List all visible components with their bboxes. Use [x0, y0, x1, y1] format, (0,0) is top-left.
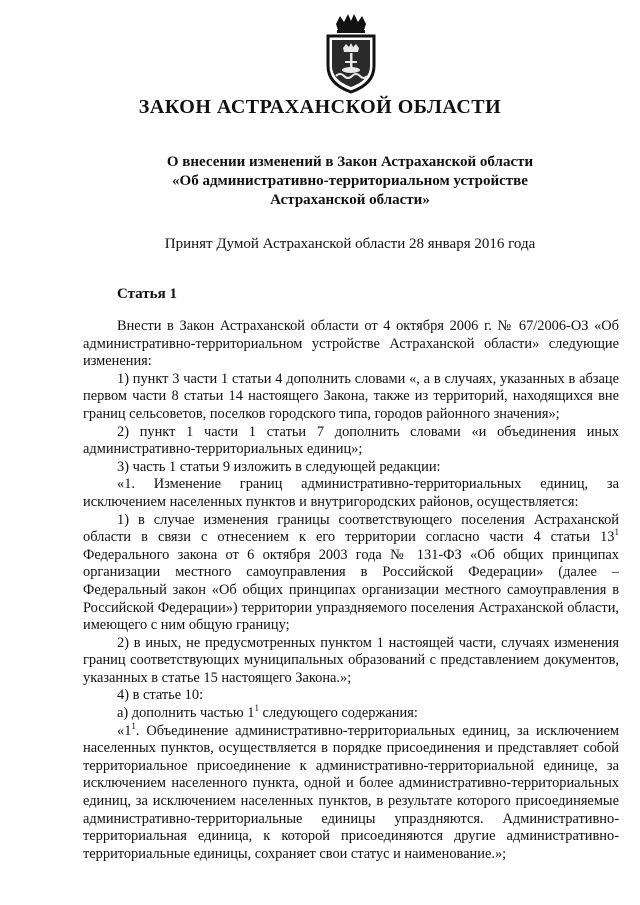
paragraph-quote-1: «1. Изменение границ административно-территориальных единиц, за исключением населенных пунктов и внутригородских районов, осуществляется:	[83, 476, 619, 510]
coat-of-arms-icon	[322, 14, 380, 94]
paragraph-item-3: 3) часть 1 статьи 9 изложить в следующей редакции:	[117, 458, 441, 475]
article-body	[83, 318, 619, 863]
paragraph-item-1: 1) пункт 3 части 1 статьи 4 дополнить словами «, а в случаях, указанных в абзаце первом части 8 статьи 14 настоящего Закона, также из территорий, находящихся вне границ сельсоветов, поселков городского типа, городов районного значения»;	[83, 370, 619, 422]
law-subject	[120, 153, 580, 210]
article-heading: Статья 1	[117, 286, 177, 302]
paragraph-quote-1-1	[83, 720, 619, 864]
paragraph-item-2: 2) пункт 1 части 1 статьи 7 дополнить словами «и объединения иных административно-территориальных единиц»;	[83, 423, 619, 458]
paragraph-subitem-1	[83, 512, 619, 635]
text-span: 1) в случае изменения границы соответствующего поселения Астраханской области в связи с отнесением к его территории согласно части 4 статьи 13	[83, 511, 619, 546]
text-span: «1	[117, 722, 132, 739]
superscript: 1	[614, 527, 619, 538]
paragraph-intro: Внести в Закон Астраханской области от 4 октября 2006 г. № 67/2006-ОЗ «Об административно-территориальном устройстве Астраханской области» следующие изменения:	[83, 318, 619, 370]
paragraph-item-4: 4) в статье 10:	[117, 687, 204, 704]
paragraph-subitem-2: 2) в иных, не предусмотренных пунктом 1 настоящей части, случаях изменения границ соответствующих муниципальных образований с представлением документов, указанных в статье 15 настоящего Закона.»;	[83, 634, 619, 686]
law-title: ЗАКОН АСТРАХАНСКОЙ ОБЛАСТИ	[138, 96, 502, 118]
superscript: 1	[254, 703, 259, 714]
subject-line-2: «Об административно-территориальном устройстве	[172, 173, 528, 189]
text-span: . Объединение административно-территориальных единиц, за исключением населенных пунктов, осуществляется в порядке присоединения и представляет собой территориальное присоединение к административно-территориальной единице, за исключением населенного пункта, одной и более административно-территориальных единиц, за исключением населенных пунктов, в результате которого присоединяемые административно-территориальные единицы упраздняются. Административно-территориальная единица, к которой присоединяются другие административно-территориальные единицы, сохраняет свои статус и наименование.»;	[83, 722, 619, 862]
text-span: а) дополнить частью 1	[117, 705, 255, 722]
subject-line-3: Астраханской области»	[270, 192, 430, 208]
text-span: Федерального закона от 6 октября 2003 года № 131-ФЗ «Об общих принципах организации местного самоуправления в Российской Федерации» (далее – Федеральный закон «Об общих принципах организации местного самоуправления в Российской Федерации») территории упраздняемого поселения Астраханской области, имеющего с ним общую границу;	[83, 546, 619, 634]
superscript: 1	[131, 720, 136, 731]
adoption-line: Принят Думой Астраханской области 28 января 2016 года	[164, 236, 536, 252]
paragraph-item-4a	[83, 705, 619, 723]
subject-line-1: О внесении изменений в Закон Астраханской области	[166, 154, 534, 170]
text-span: следующего содержания:	[258, 705, 418, 722]
